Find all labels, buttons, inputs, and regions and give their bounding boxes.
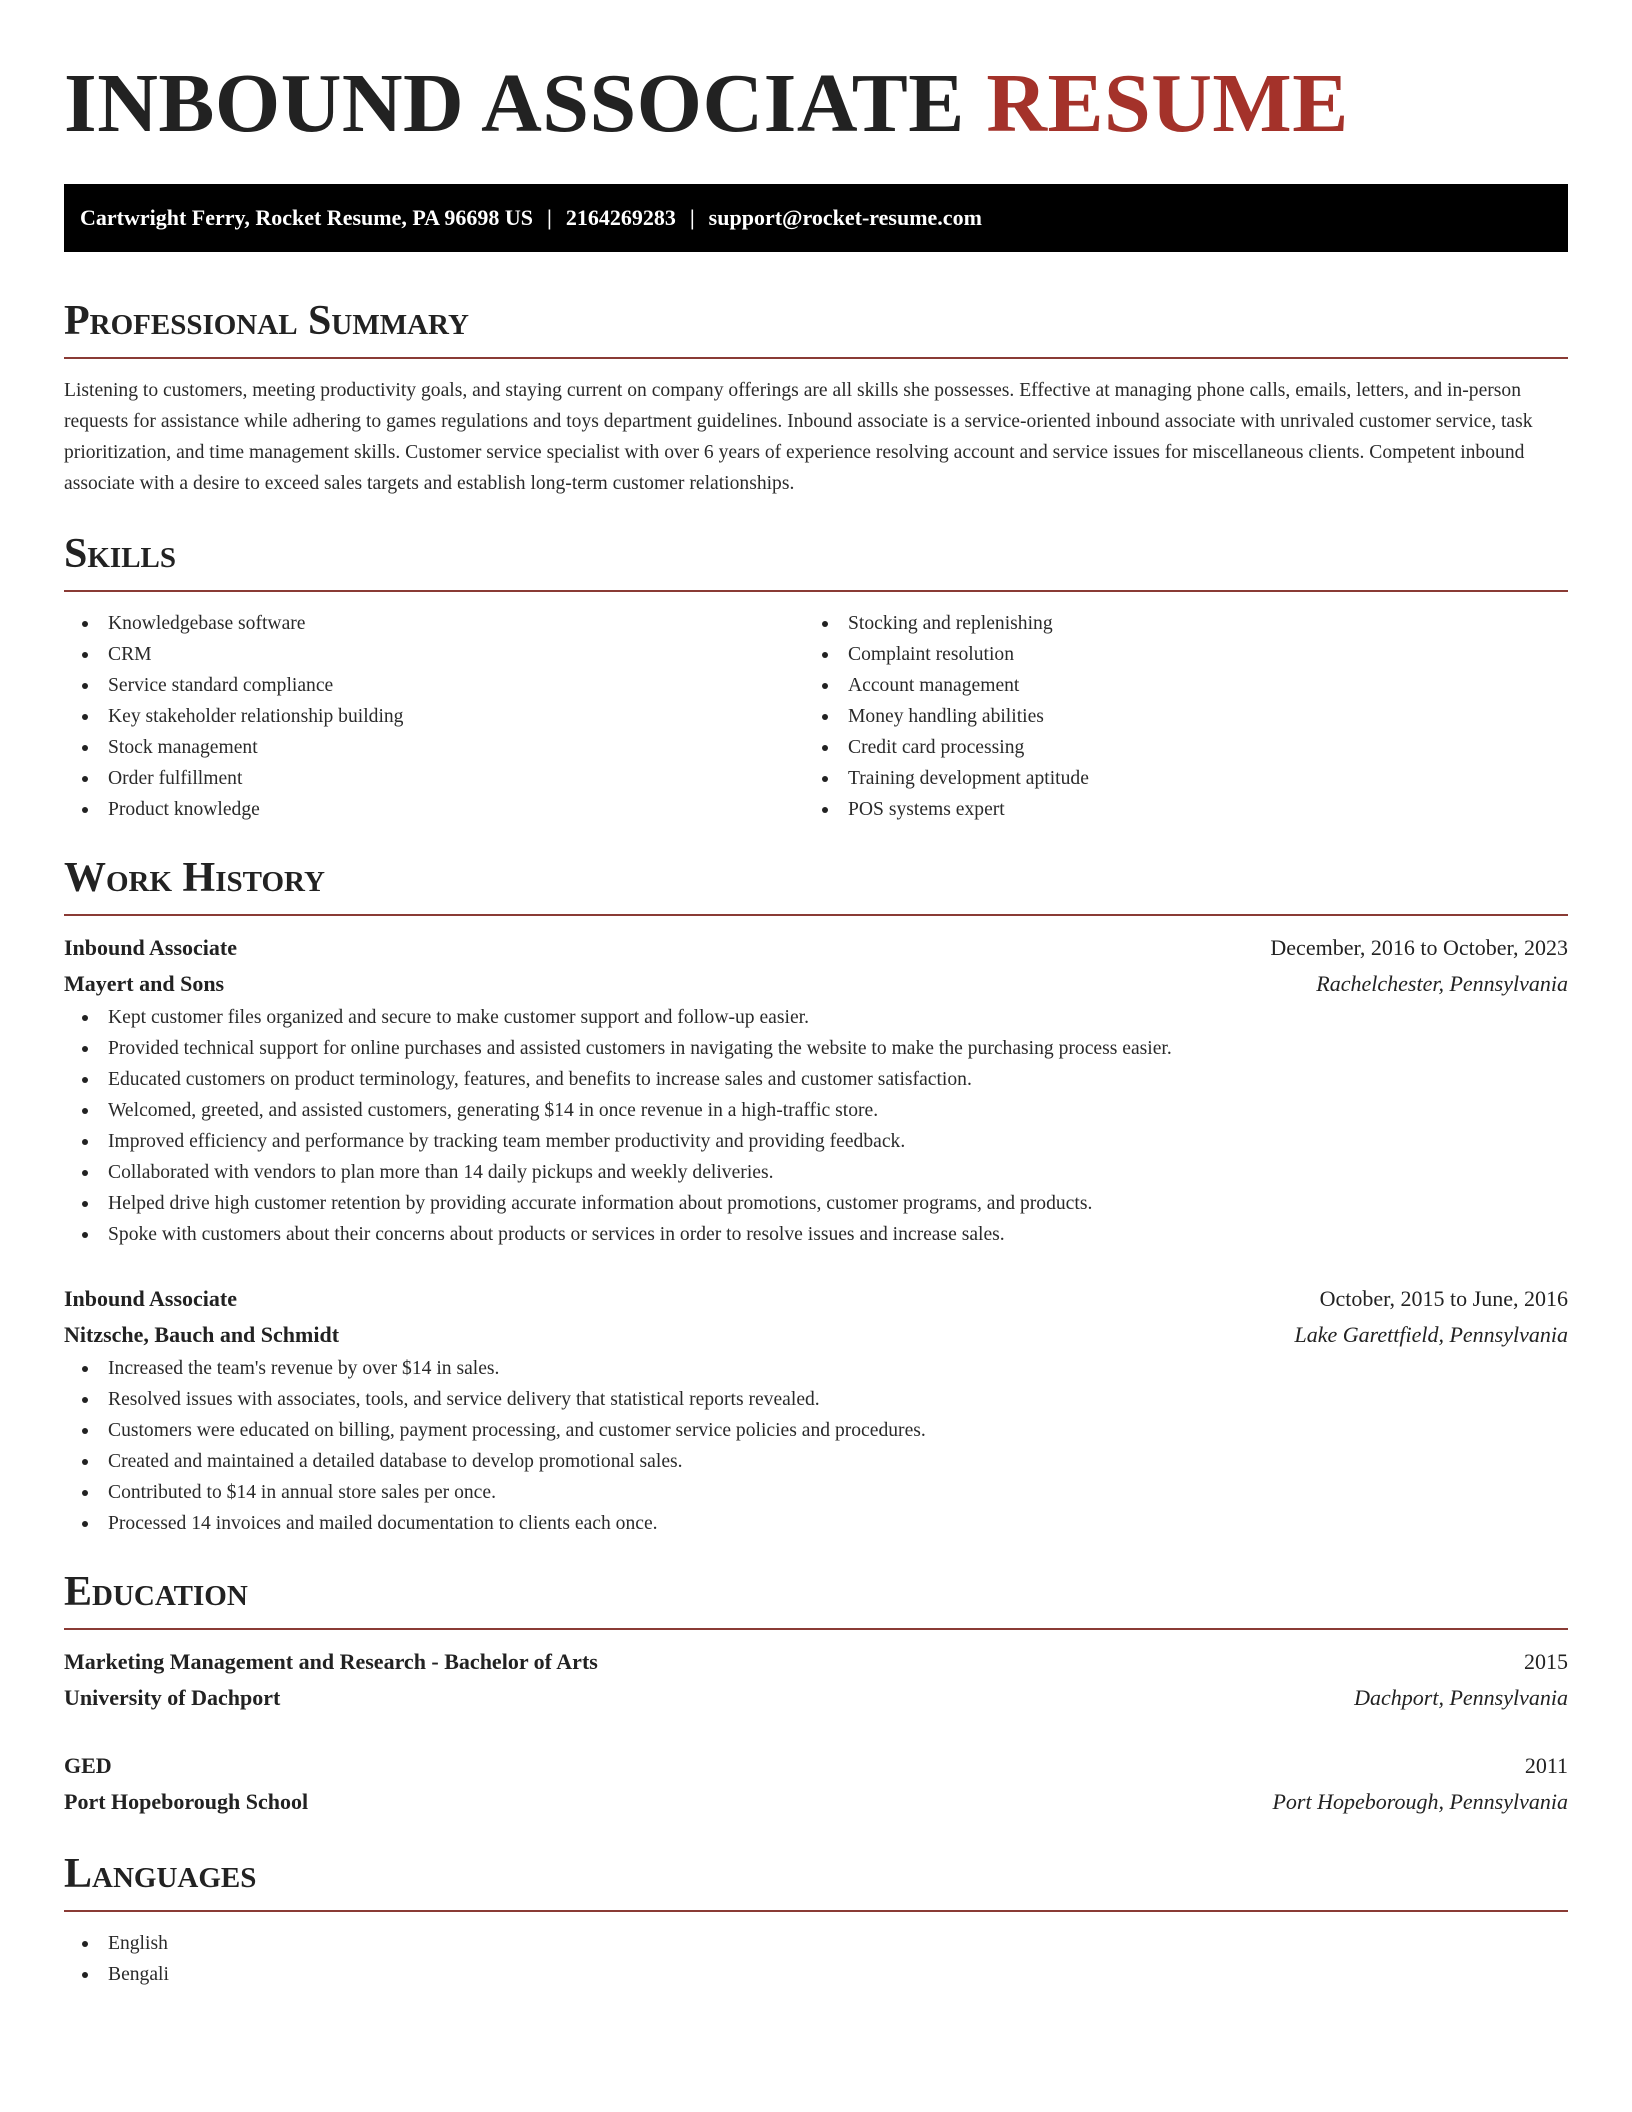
- summary-text: Listening to customers, meeting productivity goals, and staying current on company offerings are all skills she possesses. Effective at managing phone calls, emails, letters, and in-person requests for assistance while adhering to games regulations and toys department guidelines. Inbound associate is a service-oriented inbound associate with unrivaled customer service, task prioritization, and time management skills. Customer service specialist with over 6 years of experience resolving account and service issues for miscellaneous clients. Competent inbound associate with a desire to exceed sales targets and establish long-term customer relationships.: [64, 380, 1533, 494]
- job-location: Lake Garettfield, Pennsylvania: [1294, 1322, 1568, 1347]
- contact-separator: |: [546, 205, 552, 230]
- job-company-row: [64, 1317, 1568, 1353]
- education-header-row: [64, 1644, 1568, 1680]
- education-location: Port Hopeborough, Pennsylvania: [1272, 1789, 1568, 1814]
- contact-phone: 2164269283: [565, 205, 676, 230]
- skills-column-right: [804, 608, 1544, 825]
- job-company: Mayert and Sons: [64, 971, 225, 996]
- resume-title: [64, 0, 1568, 152]
- job-bullet: Welcomed, greeted, and assisted customers, generating $14 in once revenue in a high-traffic store.: [64, 1095, 1568, 1126]
- section-divider: [64, 590, 1568, 592]
- job-bullets: [64, 1002, 1568, 1250]
- skills-section: [64, 528, 1568, 825]
- section-heading-education: Education: [64, 1569, 248, 1615]
- education-degree: Marketing Management and Research - Bachelor of Arts: [64, 1649, 598, 1674]
- education-year: 2011: [1524, 1753, 1568, 1778]
- job-bullet: Educated customers on product terminology, features, and benefits to increase sales and customer satisfaction.: [64, 1064, 1568, 1095]
- skill-item: Training development aptitude: [804, 763, 1544, 794]
- contact-separator: |: [689, 205, 695, 230]
- job-bullet: Improved efficiency and performance by tracking team member productivity and providing feedback.: [64, 1126, 1568, 1157]
- job-title: Inbound Associate: [64, 935, 238, 960]
- job-bullet: Increased the team's revenue by over $14 in sales.: [64, 1353, 1568, 1384]
- job-dates: December, 2016 to October, 2023: [1270, 935, 1568, 960]
- education-section: [64, 1566, 1568, 1820]
- section-heading-work-history: Work History: [64, 855, 325, 901]
- job-bullet: Processed 14 invoices and mailed documentation to clients each once.: [64, 1508, 1568, 1539]
- job-bullet: Spoke with customers about their concerns about products or services in order to resolve issues and increase sales.: [64, 1219, 1568, 1250]
- job-dates: October, 2015 to June, 2016: [1319, 1286, 1568, 1311]
- skill-item: Knowledgebase software: [64, 608, 804, 639]
- languages-section: [64, 1848, 1568, 1990]
- job-entry: [64, 1281, 1568, 1539]
- education-header-row: [64, 1748, 1568, 1784]
- job-bullet: Resolved issues with associates, tools, and service delivery that statistical reports revealed.: [64, 1384, 1568, 1415]
- section-heading-skills: Skills: [64, 531, 177, 577]
- section-divider: [64, 914, 1568, 916]
- education-school: University of Dachport: [64, 1685, 281, 1710]
- language-item: English: [64, 1928, 1568, 1959]
- job-bullet: Customers were educated on billing, payment processing, and customer service policies and procedures.: [64, 1415, 1568, 1446]
- skill-item: Order fulfillment: [64, 763, 804, 794]
- section-divider: [64, 1628, 1568, 1630]
- languages-list: [64, 1928, 1568, 1990]
- education-degree: GED: [64, 1753, 112, 1778]
- job-bullet: Kept customer files organized and secure to make customer support and follow-up easier.: [64, 1002, 1568, 1033]
- section-heading-languages: Languages: [64, 1851, 257, 1897]
- skill-item: Stock management: [64, 732, 804, 763]
- job-company: Nitzsche, Bauch and Schmidt: [64, 1322, 340, 1347]
- skill-item: CRM: [64, 639, 804, 670]
- skill-item: Money handling abilities: [804, 701, 1544, 732]
- contact-email: support@rocket-resume.com: [708, 205, 982, 230]
- title-accent: RESUME: [986, 57, 1349, 150]
- section-divider: [64, 1910, 1568, 1912]
- skills-column-left: [64, 608, 804, 825]
- education-location: Dachport, Pennsylvania: [1354, 1685, 1568, 1710]
- skills-list-left: [64, 608, 804, 825]
- job-bullet: Contributed to $14 in annual store sales per once.: [64, 1477, 1568, 1508]
- job-bullet: Provided technical support for online purchases and assisted customers in navigating the website to make the purchasing process easier.: [64, 1033, 1568, 1064]
- job-location: Rachelchester, Pennsylvania: [1316, 971, 1568, 996]
- education-school-row: [64, 1784, 1568, 1820]
- job-bullet: Helped drive high customer retention by providing accurate information about promotions, customer programs, and products.: [64, 1188, 1568, 1219]
- skill-item: POS systems expert: [804, 794, 1544, 825]
- job-header-row: [64, 1281, 1568, 1317]
- title-main: INBOUND ASSOCIATE: [64, 57, 965, 150]
- job-bullets: [64, 1353, 1568, 1539]
- job-bullet: Collaborated with vendors to plan more than 14 daily pickups and weekly deliveries.: [64, 1157, 1568, 1188]
- contact-address: Cartwright Ferry, Rocket Resume, PA 96698 US: [80, 205, 533, 230]
- summary-section: [64, 295, 1568, 499]
- work-history-section: [64, 852, 1568, 1539]
- job-header-row: [64, 930, 1568, 966]
- skill-item: Account management: [804, 670, 1544, 701]
- skill-item: Stocking and replenishing: [804, 608, 1544, 639]
- contact-bar: [64, 184, 1568, 252]
- education-school: Port Hopeborough School: [64, 1789, 309, 1814]
- job-title: Inbound Associate: [64, 1286, 238, 1311]
- job-company-row: [64, 966, 1568, 1002]
- education-school-row: [64, 1680, 1568, 1716]
- job-entry: [64, 930, 1568, 1250]
- education-entry: [64, 1644, 1568, 1716]
- skills-list-right: [804, 608, 1544, 825]
- language-item: Bengali: [64, 1959, 1568, 1990]
- skill-item: Credit card processing: [804, 732, 1544, 763]
- job-bullet: Created and maintained a detailed database to develop promotional sales.: [64, 1446, 1568, 1477]
- skill-item: Product knowledge: [64, 794, 804, 825]
- section-heading-summary: Professional Summary: [64, 298, 469, 344]
- skills-grid: [64, 608, 1568, 825]
- skill-item: Complaint resolution: [804, 639, 1544, 670]
- section-divider: [64, 357, 1568, 359]
- skill-item: Key stakeholder relationship building: [64, 701, 804, 732]
- education-year: 2015: [1524, 1649, 1568, 1674]
- education-entry: [64, 1748, 1568, 1820]
- skill-item: Service standard compliance: [64, 670, 804, 701]
